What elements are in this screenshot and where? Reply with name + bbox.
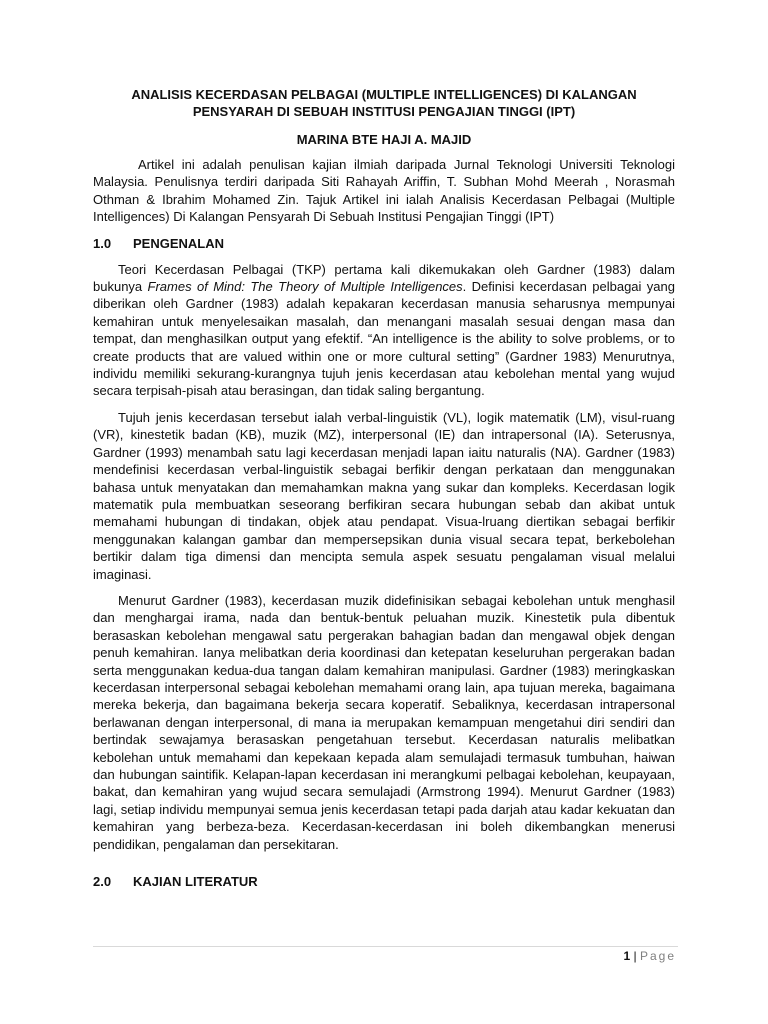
paragraph-1-text-end: . Definisi kecerdasan pelbagai yang diberikan oleh Gardner (1983) adalah kepakaran kecerdasan manusia seharusnya mempunyai kemahiran untuk menyelesaikan masalah, dan menangani masalah sesuai dengan masa dan tempat, dan menghasilkan output yang efektif. “An intelligence is the ability to solve problems, or to create products that are valued within one or more cultural setting” (Gardner 1983) Menurutnya, individu memiliki sekurang-kurangnya tujuh jenis kecerdasan atau kebolehan mental yang wujud secara terpisah-pisah atau berasingan, dan tidak saling bergantung. bbox=[93, 279, 675, 399]
section-2-heading bbox=[93, 873, 675, 890]
intro-paragraph: Artikel ini adalah penulisan kajian ilmiah daripada Jurnal Teknologi Universiti Teknologi Malaysia. Penulisnya terdiri daripada Siti Rahayah Ariffin, T. Subhan Mohd Meerah , Norasmah Othman & Ibrahim Mohamed Zin. Tajuk Artikel ini ialah Analisis Kecerdasan Pelbagai (Multiple Intelligences) Di Kalangan Pensyarah Di Sebuah Institusi Pengajian Tinggi (IPT) bbox=[93, 157, 675, 225]
page-footer bbox=[623, 948, 676, 964]
page-label: Page bbox=[639, 949, 676, 963]
document-body bbox=[93, 86, 675, 899]
section-1-paragraph-3: Menurut Gardner (1983), kecerdasan muzik didefinisikan sebagai kebolehan untuk menghasil dan menghargai irama, nada dan bentuk-bentuk peluahan muzik. Kinestetik pula dibentuk berasaskan kebolehan mengawal satu pergerakan bahagian badan dan mengawal objek dengan penuh kemahiran. Ianya melibatkan deria koordinasi dan ketepatan keseluruhan pergerakan badan serta menggunakan kedua-dua tangan dalam kemahiran manipulasi. Gardner (1983) meringkaskan kecerdasan interpersonal sebagai kebolehan memahami orang lain, apa tujuan mereka, bagaimana mereka bekerja, dan bagaimana bekerja secara koperatif. Sebaliknya, kecerdasan intrapersonal berlawanan dengan interpersonal, di mana ia merupakan kemampuan mengetahui diri sendiri dan bertindak sewajamya berasaskan pengetahuan tersebut. Kecerdasan naturalis melibatkan kebolehan untuk memahami dan kepekaan kepada alam semulajadi termasuk tumbuhan, haiwan dan hubungan saintifik. Kelapan-lapan kecerdasan ini merangkumi pelbagai kebolehan, keupayaan, bakat, dan kemahiran yang wujud secara semulajadi (Armstrong 1994). Menurut Gardner (1983) lagi, setiap individu mempunyai semua jenis kecerdasan tetapi pada darjah atau kadar kekuatan dan kemahiran yang berbeza-beza. Kecerdasan-kecerdasan ini boleh dikembangkan menerusi pendidikan, pengalaman dan persekitaran. bbox=[93, 592, 675, 852]
section-1-paragraph-2: Tujuh jenis kecerdasan tersebut ialah verbal-linguistik (VL), logik matematik (LM), visul-ruang (VR), kinestetik badan (KB), muzik (MZ), interpersonal (IE) dan intrapersonal (IA). Seterusnya, Gardner (1993) menambah satu lagi kecerdasan menjadi lapan iaitu naturalis (NA). Gardner (1983) mendefinisi kecerdasan verbal-linguistik sebagai berfikir dengan perkataan dan menggunakan bahasa untuk menyatakan dan memahamkan makna yang sukar dan kompleks. Kecerdasan logik matematik pula membuatkan seseorang berfikiran secara hubungan sebab dan akibat untuk memahami hubungan di tindakan, objek atau pendapat. Visua-lruang diertikan sebagai berfikir menggunakan kalangan gambar dan mempersepsikan dunia visual secara tepat, berkebolehan bertikir dalam tiga dimensi dan mencipta semula aspek sesuatu pengalaman visual melalui imaginasi. bbox=[93, 409, 675, 582]
section-2-number: 2.0 bbox=[93, 874, 112, 890]
title-line-1: ANALISIS KECERDASAN PELBAGAI (MULTIPLE INTELLIGENCES) DI KALANGAN bbox=[131, 87, 637, 102]
section-2-title: KAJIAN LITERATUR bbox=[133, 874, 258, 890]
title-line-2: PENSYARAH DI SEBUAH INSTITUSI PENGAJIAN TINGGI (IPT) bbox=[192, 104, 576, 119]
document-title bbox=[93, 86, 675, 120]
section-1-number: 1.0 bbox=[93, 235, 112, 251]
section-1-title: PENGENALAN bbox=[133, 235, 225, 251]
author-name: MARINA BTE HAJI A. MAJID bbox=[296, 132, 472, 147]
section-1-heading bbox=[93, 235, 675, 252]
page-number: 1 bbox=[623, 949, 631, 963]
book-title: Frames of Mind: The Theory of Multiple Intelligences bbox=[147, 279, 463, 295]
footer-divider bbox=[93, 946, 678, 947]
page-separator: | bbox=[630, 949, 640, 963]
paragraph-1-text-start: Teori Kecerdasan Pelbagai (TKP) pertama kali dikemukakan oleh Gardner (1983) dalam bukunya bbox=[93, 261, 675, 295]
section-1-paragraph-1 bbox=[93, 261, 675, 400]
